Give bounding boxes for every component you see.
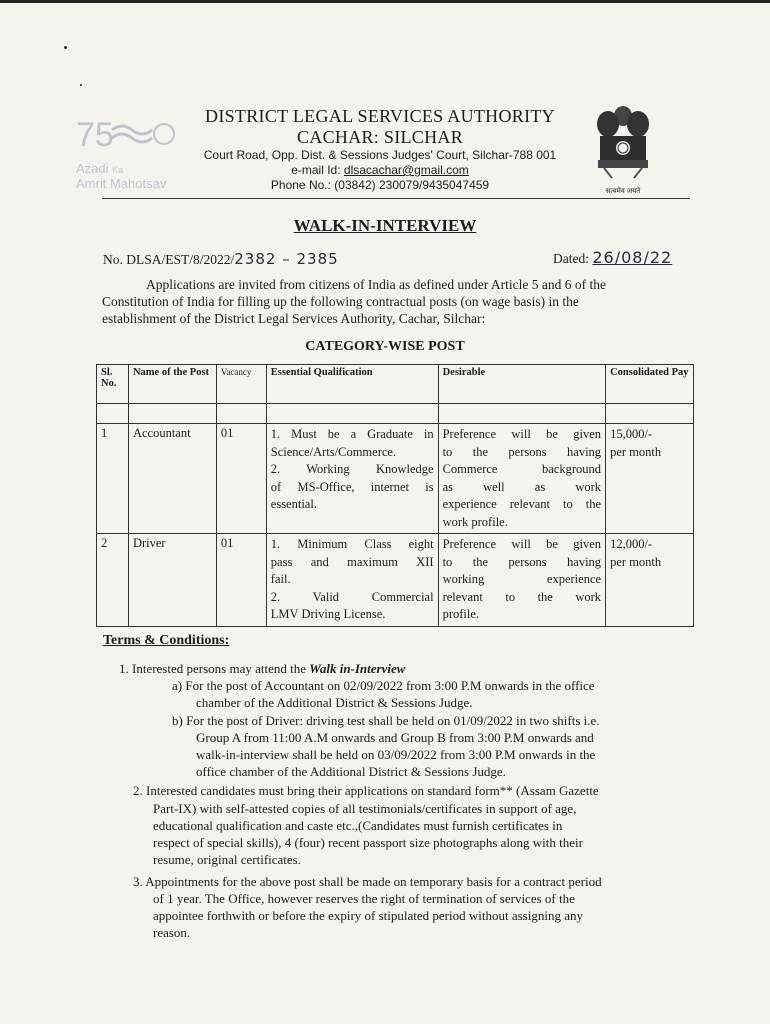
col-header-desirable: Desirable [438, 365, 605, 404]
cell-essential [266, 424, 438, 534]
header-divider [102, 198, 690, 199]
cell-sl: 1 [97, 424, 129, 534]
reference-prefix: No. DLSA/EST/8/2022/ [103, 252, 235, 267]
term-item-2: 2. Interested candidates must bring their applications on standard form** (Assam Gazette [133, 783, 599, 798]
term-item-1 [119, 660, 405, 678]
cell-post-name: Driver [128, 534, 216, 627]
notice-date [553, 248, 672, 267]
scan-top-edge [0, 0, 770, 3]
authority-email-line [190, 163, 570, 177]
authority-location: CACHAR: SILCHAR [296, 127, 464, 147]
logo-text: Azadi [76, 161, 109, 176]
cell-line: experience relevant to the [442, 497, 602, 511]
cell-line: as well as work [442, 479, 602, 494]
term-item-2: respect of special skills), 4 (four) recent passport size photographs along with their [153, 835, 583, 850]
intro-line: establishment of the District Legal Services Authority, Cachar, Silchar: [102, 311, 486, 326]
term-item-1b: office chamber of the Additional District & Sessions Judge. [196, 764, 506, 779]
col-header-essential: Essential Qualification [266, 365, 438, 404]
cell-line: LMV Driving License. [270, 607, 386, 621]
term-item-2: Part-IX) with self-attested copies of all testimonials/certificates in support of age, [153, 801, 577, 816]
cell-line: 2. Working Knowledge [270, 462, 434, 476]
notice-heading-text: WALK-IN-INTERVIEW [293, 216, 477, 235]
table-spacer-row [97, 404, 694, 424]
cell-line: profile. [442, 607, 480, 621]
cell-line: Science/Arts/Commerce. [270, 444, 397, 459]
cell-line: 12,000/- [610, 537, 653, 551]
cell-line: essential. [270, 497, 317, 511]
emblem-motto: सत्यमेव जयते [605, 187, 641, 195]
cell-line: Preference will be given [442, 427, 602, 441]
term-item-1a: chamber of the Additional District & Sessions Judge. [196, 695, 473, 710]
email-label: e-mail Id: [291, 163, 344, 177]
authority-address: Court Road, Opp. Dist. & Sessions Judges' Court, Silchar-788 001 [203, 148, 557, 162]
cell-essential [266, 534, 438, 627]
cell-line: to the persons having [442, 554, 602, 569]
term-item-1a: a) For the post of Accountant on 02/09/2022 from 3:00 P.M onwards in the office [172, 678, 595, 693]
cell-sl: 2 [97, 534, 129, 627]
term-item-1b: walk-in-interview shall be held on 03/09/2022 from 3:00 P.M onwards in the [196, 747, 596, 762]
logo-text: Ka [112, 165, 124, 175]
cell-line: 1. Minimum Class eight [270, 537, 434, 551]
table-row [97, 424, 694, 534]
cell-desirable [438, 424, 605, 534]
intro-line: Constitution of India for filling up the following contractual posts (on wage basis) in the [102, 294, 579, 309]
col-header-vacancy: Vacancy [216, 365, 266, 404]
reference-number [103, 250, 339, 268]
cell-pay [606, 534, 694, 627]
cell-line: pass and maximum XII [270, 554, 434, 569]
cell-line: to the persons having [442, 444, 602, 459]
term-item-3: of 1 year. The Office, however reserves the right of termination of services of the [153, 891, 575, 906]
col-header-name: Name of the Post [128, 365, 216, 404]
cell-line: working experience [442, 572, 602, 586]
col-header-pay: Consolidated Pay [606, 365, 694, 404]
term-item-1b: Group A from 11:00 A.M onwards and Group B from 3:00 P.M onwards and [196, 730, 594, 745]
email-link[interactable]: dlsacachar@gmail.com [343, 163, 469, 177]
intro-line: Applications are invited from citizens of India as defined under Article 5 and 6 of the [146, 277, 606, 292]
term-item-3: appointee forthwith or before the expiry of stipulated period without assigning any [153, 908, 583, 923]
table-title: CATEGORY-WISE POST [305, 339, 465, 354]
cell-post-name: Accountant [128, 424, 216, 534]
col-header-sl: Sl. No. [97, 365, 129, 404]
authority-phone: Phone No.: (03842) 230079/9435047459 [270, 178, 490, 192]
table-header-row [97, 365, 694, 404]
cell-pay [606, 424, 694, 534]
authority-name: DISTRICT LEGAL SERVICES AUTHORITY [205, 106, 555, 126]
cell-line: relevant to the work [442, 589, 602, 604]
term-item-3: 3. Appointments for the above post shall be made on temporary basis for a contract period [133, 874, 602, 889]
cell-line: Commerce background [442, 462, 602, 476]
national-emblem [590, 102, 656, 194]
azadi-ka-amrit-mahotsav-logo [72, 112, 182, 192]
term-item-1b: b) For the post of Driver: driving test shall be held on 01/09/2022 in two shifts i.e. [172, 713, 600, 728]
notice-heading [0, 216, 770, 236]
scan-speck [80, 84, 82, 86]
cell-line: 2. Valid Commercial [270, 589, 434, 604]
date-handwritten: 26/08/22 [592, 248, 673, 267]
mahotsav-emblem-icon [72, 112, 182, 157]
cell-line: 15,000/- [610, 427, 653, 441]
svg-text:75: 75 [76, 116, 114, 154]
table-row [97, 534, 694, 627]
term-text: 1. Interested persons may attend the [119, 661, 310, 676]
cell-line: 1. Must be a Graduate in [270, 427, 434, 441]
logo-text: Amrit [76, 176, 107, 191]
scan-speck [64, 46, 67, 49]
term-item-2: resume, original certificates. [153, 852, 301, 867]
cell-line: work profile. [442, 514, 508, 529]
cell-desirable [438, 534, 605, 627]
reference-handwritten: 2382 – 2385 [234, 250, 339, 268]
cell-vacancy: 01 [216, 534, 266, 627]
cell-line: per month [610, 554, 662, 569]
cell-vacancy: 01 [216, 424, 266, 534]
terms-heading: Terms & Conditions: [103, 633, 230, 648]
posts-table [96, 364, 694, 627]
ashoka-lion-capital-icon [590, 102, 656, 180]
cell-line: fail. [270, 572, 291, 586]
term-item-3: reason. [153, 925, 191, 940]
logo-text: Mahotsav [109, 176, 167, 191]
cell-line: of MS-Office, internet is [270, 479, 434, 494]
cell-line: Preference will be given [442, 537, 602, 551]
term-emphasis: Walk in-Interview [309, 661, 406, 676]
date-label: Dated: [553, 251, 589, 266]
cell-line: per month [610, 444, 662, 459]
term-item-2: educational qualification and caste etc.,(Candidates must furnish certificates in [153, 818, 563, 833]
